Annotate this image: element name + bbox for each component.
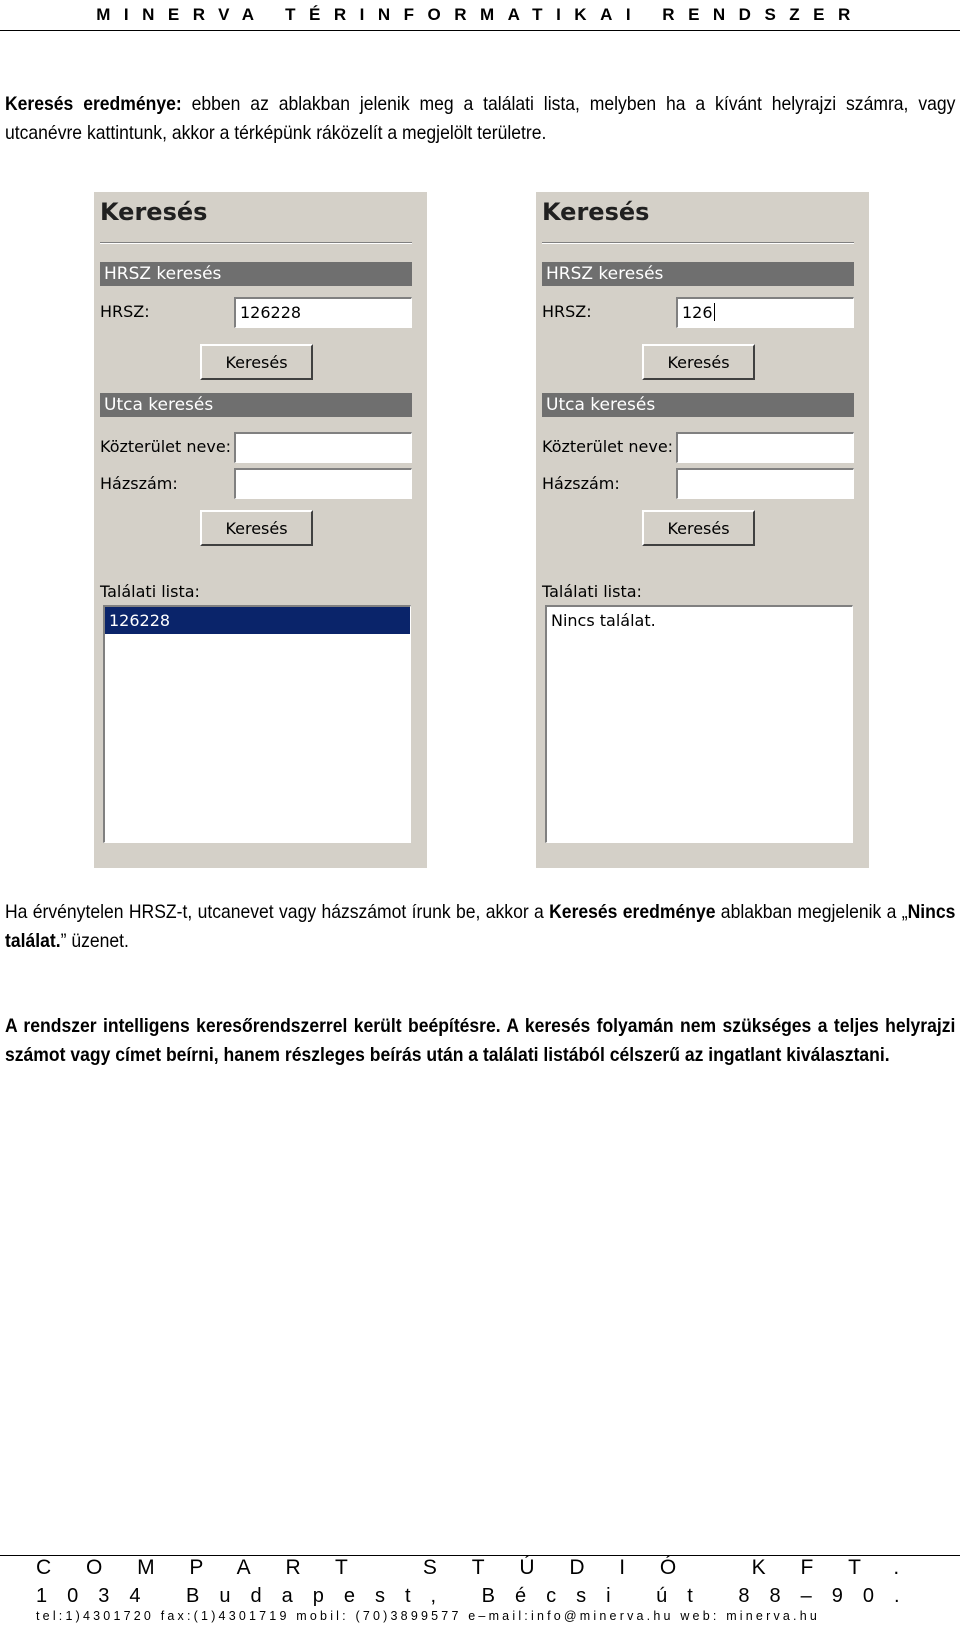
hrsz-search-button[interactable]: Keresés [642, 344, 755, 380]
hrsz-input[interactable]: 126228 [234, 297, 412, 328]
hrsz-label: HRSZ: [542, 302, 592, 321]
hrsz-label: HRSZ: [100, 302, 150, 321]
page-header-title: MINERVA TÉRINFORMATIKAI RENDSZER [96, 5, 864, 24]
paragraph-lead: Keresés eredménye: [5, 93, 182, 115]
street-search-button[interactable]: Keresés [200, 510, 313, 546]
hrsz-input-value: 126 [682, 303, 713, 322]
paragraph-text: ” üzenet. [60, 930, 129, 952]
street-name-input[interactable] [234, 432, 412, 463]
street-search-button[interactable]: Keresés [642, 510, 755, 546]
result-list[interactable] [103, 605, 411, 843]
text-cursor [714, 303, 715, 321]
result-list-label: Találati lista: [542, 582, 642, 601]
search-panel-no-result [536, 192, 869, 868]
paragraph-text: Ha érvénytelen HRSZ-t, utcanevet vagy házszámot írunk be, akkor a [5, 901, 550, 923]
paragraph-text: A rendszer intelligens keresőrendszerrel került beépítésre. A keresés folyamán nem szükséges a teljes helyrajzi számot vagy címet beírni, hanem részleges beírás után a találati listából célszerű az ingatlant kiválasztani. [5, 1015, 956, 1066]
street-name-label: Közterület neve: [100, 437, 232, 456]
footer-contact: tel:1)4301720 fax:(1)4301719 mobil: (70)3899577 e–mail:info@minerva.hu web: minerva.hu [36, 1609, 821, 1623]
paragraph-invalid-input [5, 898, 956, 956]
house-number-label: Házszám: [100, 474, 178, 493]
footer-company: COMPART STÚDIÓ KFT. [36, 1556, 935, 1579]
result-list[interactable] [545, 605, 853, 843]
panel-title: Keresés [100, 198, 208, 226]
paragraph-text: ablakban megjelenik a „ [715, 901, 908, 923]
paragraph-search-results [5, 90, 956, 148]
paragraph-text: ebben az ablakban jelenik meg a találati lista, melyben ha a kívánt helyrajzi számra, vagy utcanévre kattintunk, akkor a térképünk ráközelít a megjelölt területre. [5, 93, 956, 144]
street-section-header: Utca keresés [100, 393, 412, 417]
list-item[interactable]: 126228 [105, 607, 410, 634]
result-list-label: Találati lista: [100, 582, 200, 601]
street-name-input[interactable] [676, 432, 854, 463]
street-section-header: Utca keresés [542, 393, 854, 417]
hrsz-search-button[interactable]: Keresés [200, 344, 313, 380]
panel-title: Keresés [542, 198, 650, 226]
panel-title-divider [100, 242, 412, 244]
paragraph-intelligent-search [5, 1012, 956, 1070]
house-number-label: Házszám: [542, 474, 620, 493]
header-divider [0, 30, 960, 31]
hrsz-section-header: HRSZ keresés [100, 262, 412, 286]
list-item[interactable]: Nincs találat. [551, 611, 656, 630]
paragraph-bold: Keresés eredménye [549, 901, 716, 923]
footer-address: 1034 Budapest, Bécsi út 88–90. [36, 1585, 920, 1607]
hrsz-section-header: HRSZ keresés [542, 262, 854, 286]
hrsz-input[interactable] [676, 297, 854, 328]
paragraph-bold: Nincs találat. [5, 901, 956, 952]
house-number-input[interactable] [676, 468, 854, 499]
street-name-label: Közterület neve: [542, 437, 674, 456]
house-number-input[interactable] [234, 468, 412, 499]
search-panel-found [94, 192, 427, 868]
panel-title-divider [542, 242, 854, 244]
